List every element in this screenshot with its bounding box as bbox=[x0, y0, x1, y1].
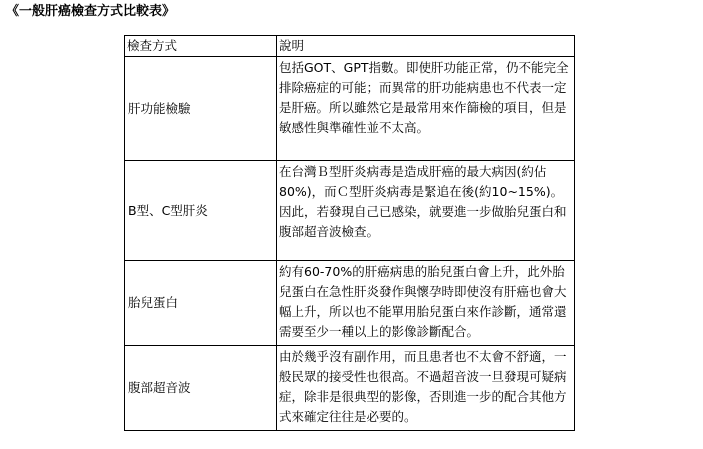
description-cell-hepatitis-bc bbox=[277, 161, 575, 261]
description-text: 由於幾乎沒有副作用，而且患者也不太會不舒適，一般民眾的接受性也很高。不過超音波一旦發現可疑病症，除非是很典型的影像，否則進一步的配合其他方式來確定往往是必要的。 bbox=[279, 349, 567, 424]
description-cell-ultrasound bbox=[277, 346, 575, 431]
description-text: 在台灣Ｂ型肝炎病毒是造成肝癌的最大病因(約佔80%)，而Ｃ型肝炎病毒是緊追在後(約10~15%)。 bbox=[279, 164, 564, 199]
comparison-table bbox=[124, 35, 575, 431]
method-cell-afp: 胎兒蛋白 bbox=[125, 261, 277, 346]
page-title: 《一般肝癌檢查方式比較表》 bbox=[6, 4, 176, 19]
method-cell-ultrasound: 腹部超音波 bbox=[125, 346, 277, 431]
method-cell-hepatitis-bc: B型、C型肝炎 bbox=[125, 161, 277, 261]
description-cell-liver-function bbox=[277, 57, 575, 161]
table-row bbox=[125, 346, 575, 431]
description-text: 因此，若發現自己已感染，就要進一步做胎兒蛋白和腹部超音波檢查。 bbox=[279, 204, 567, 239]
description-cell-afp bbox=[277, 261, 575, 346]
table-row bbox=[125, 161, 575, 261]
description-text: 包括GOT、GPT指數。即使肝功能正常，仍不能完全排除癌症的可能；而異常的肝功能病患也不代表一定是肝癌。所以雖然它是最常用來作篩檢的項目，但是敏感性與準確性並不太高。 bbox=[279, 60, 569, 135]
table-header-row bbox=[125, 36, 575, 57]
table-row bbox=[125, 261, 575, 346]
column-header-description: 說明 bbox=[277, 36, 575, 57]
table-row bbox=[125, 57, 575, 161]
description-text: 約有60-70%的肝癌病患的胎兒蛋白會上升，此外胎兒蛋白在急性肝炎發作與懷孕時即使沒有肝癌也會大幅上升，所以也不能單用胎兒蛋白來作診斷，通常還需要至少一種以上的影像診斷配合。 bbox=[279, 264, 567, 339]
method-cell-liver-function: 肝功能檢驗 bbox=[125, 57, 277, 161]
column-header-method: 檢查方式 bbox=[125, 36, 277, 57]
